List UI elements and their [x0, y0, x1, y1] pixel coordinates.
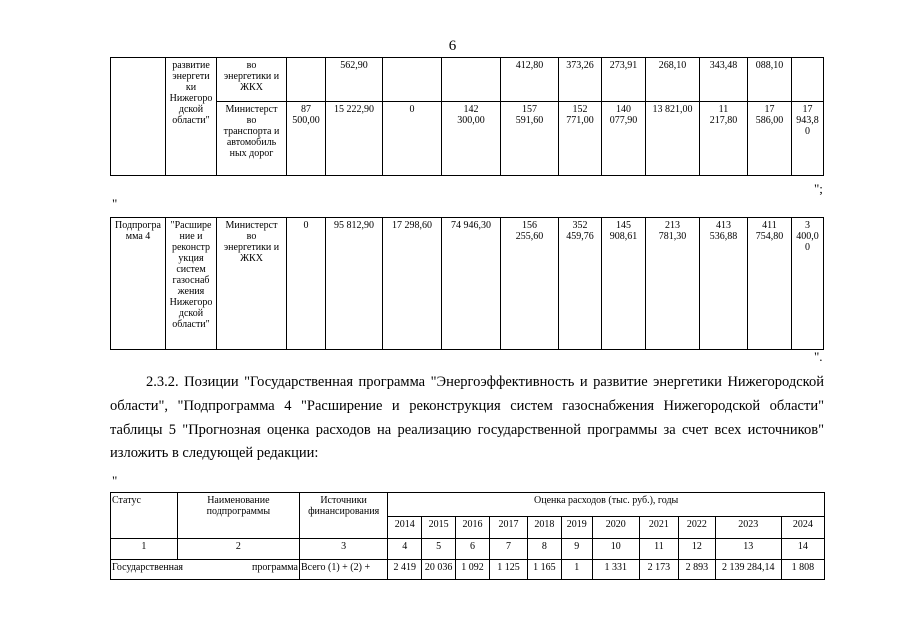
value-cell: 157 591,60 [501, 102, 559, 176]
source-cell: во энергетики и ЖКХ [217, 58, 287, 102]
column-number: 3 [299, 539, 387, 560]
header-row [111, 493, 825, 517]
column-number: 2 [177, 539, 299, 560]
estimate-header: Оценка расходов (тыс. руб.), годы [388, 493, 825, 517]
value-cell: 11 217,80 [700, 102, 748, 176]
subprogram4-table [110, 217, 824, 350]
year-cell: 2023 [715, 517, 781, 539]
closing-quote-mark: ". [814, 349, 823, 364]
value-cell: 1 808 [781, 560, 824, 580]
value-cell: 0 [287, 218, 326, 350]
value-cell: 2 139 284,14 [715, 560, 781, 580]
table-row [111, 218, 824, 350]
year-cell: 2022 [678, 517, 715, 539]
value-cell: 156 255,60 [501, 218, 559, 350]
value-cell: 140 077,90 [602, 102, 646, 176]
column-number: 1 [111, 539, 178, 560]
value-cell: 17 298,60 [383, 218, 442, 350]
status-cell [111, 58, 166, 176]
source-cell: Всего (1) + (2) + [299, 560, 387, 580]
year-cell: 2016 [456, 517, 490, 539]
value-cell: 87 500,00 [287, 102, 326, 176]
value-cell: 213 781,30 [646, 218, 700, 350]
column-number: 6 [456, 539, 490, 560]
column-number: 12 [678, 539, 715, 560]
year-cell: 2024 [781, 517, 824, 539]
value-cell [287, 58, 326, 102]
value-cell: 1 [561, 560, 592, 580]
value-cell: 95 812,90 [326, 218, 383, 350]
value-cell: 17 586,00 [748, 102, 792, 176]
year-cell: 2019 [561, 517, 592, 539]
value-cell: 142 300,00 [442, 102, 501, 176]
value-cell [383, 58, 442, 102]
value-cell: 20 036 [422, 560, 456, 580]
opening-quote-mark: " [112, 196, 118, 211]
year-cell: 2021 [639, 517, 678, 539]
value-cell: 412,80 [501, 58, 559, 102]
value-cell: 2 893 [678, 560, 715, 580]
column-numbers-row [111, 539, 825, 560]
opening-quote-mark: " [112, 473, 118, 488]
expenses-table-continuation [110, 57, 824, 176]
program-name-cell: "Расшире ние и реконстр укция систем газоснаб жения Нижегоро дской области" [166, 218, 217, 350]
value-cell: 562,90 [326, 58, 383, 102]
value-cell: 74 946,30 [442, 218, 501, 350]
year-cell: 2015 [422, 517, 456, 539]
sources-header: Источники финансирования [299, 493, 387, 539]
value-cell: 373,26 [559, 58, 602, 102]
year-cell: 2020 [592, 517, 639, 539]
value-cell: 273,91 [602, 58, 646, 102]
value-cell: 343,48 [700, 58, 748, 102]
value-cell: 2 419 [388, 560, 422, 580]
page-number: 6 [448, 38, 457, 54]
value-cell: 268,10 [646, 58, 700, 102]
value-cell: 3 400,00 [792, 218, 824, 350]
value-cell: 15 222,90 [326, 102, 383, 176]
column-number: 7 [489, 539, 527, 560]
value-cell: 1 165 [527, 560, 561, 580]
value-cell: 411 754,80 [748, 218, 792, 350]
amendment-paragraph: 2.3.2. Позиции "Государственная программа "Энергоэффективность и развитие энергетики Нижегородской области", "Подпрограмма 4 "Расширение и реконструкция систем газоснабжения Нижегородской области" таблицы 5 "Прогнозная оценка расходов на реализацию государственной программы за счет всех источников" изложить в следующей редакции: [110, 374, 824, 462]
value-cell: 17 943,80 [792, 102, 824, 176]
value-cell: 1 092 [456, 560, 490, 580]
column-number: 14 [781, 539, 824, 560]
status-header: Статус [111, 493, 178, 539]
forecast-expenses-table [110, 492, 825, 580]
source-cell: Министерст во транспорта и автомобиль ных дорог [217, 102, 287, 176]
column-number: 13 [715, 539, 781, 560]
value-cell: 1 125 [489, 560, 527, 580]
column-number: 10 [592, 539, 639, 560]
column-number: 4 [388, 539, 422, 560]
value-cell: 145 908,61 [602, 218, 646, 350]
value-cell: 13 821,00 [646, 102, 700, 176]
value-cell: 352 459,76 [559, 218, 602, 350]
value-cell: 0 [383, 102, 442, 176]
status-cell: Государственная программа [111, 560, 300, 580]
value-cell [792, 58, 824, 102]
value-cell: 2 173 [639, 560, 678, 580]
value-cell: 1 331 [592, 560, 639, 580]
table-row [111, 560, 825, 580]
source-cell: Министерст во энергетики и ЖКХ [217, 218, 287, 350]
table-row [111, 58, 824, 102]
status-cell: Подпрогра мма 4 [111, 218, 166, 350]
year-cell: 2017 [489, 517, 527, 539]
name-header: Наименование подпрограммы [177, 493, 299, 539]
year-cell: 2014 [388, 517, 422, 539]
year-cell: 2018 [527, 517, 561, 539]
column-number: 11 [639, 539, 678, 560]
program-name-cell: развитие энергети ки Нижегоро дской области" [166, 58, 217, 176]
value-cell: 088,10 [748, 58, 792, 102]
closing-quote-mark: "; [814, 181, 823, 196]
value-cell [442, 58, 501, 102]
value-cell: 413 536,88 [700, 218, 748, 350]
table-row [111, 102, 824, 176]
column-number: 9 [561, 539, 592, 560]
column-number: 5 [422, 539, 456, 560]
column-number: 8 [527, 539, 561, 560]
value-cell: 152 771,00 [559, 102, 602, 176]
